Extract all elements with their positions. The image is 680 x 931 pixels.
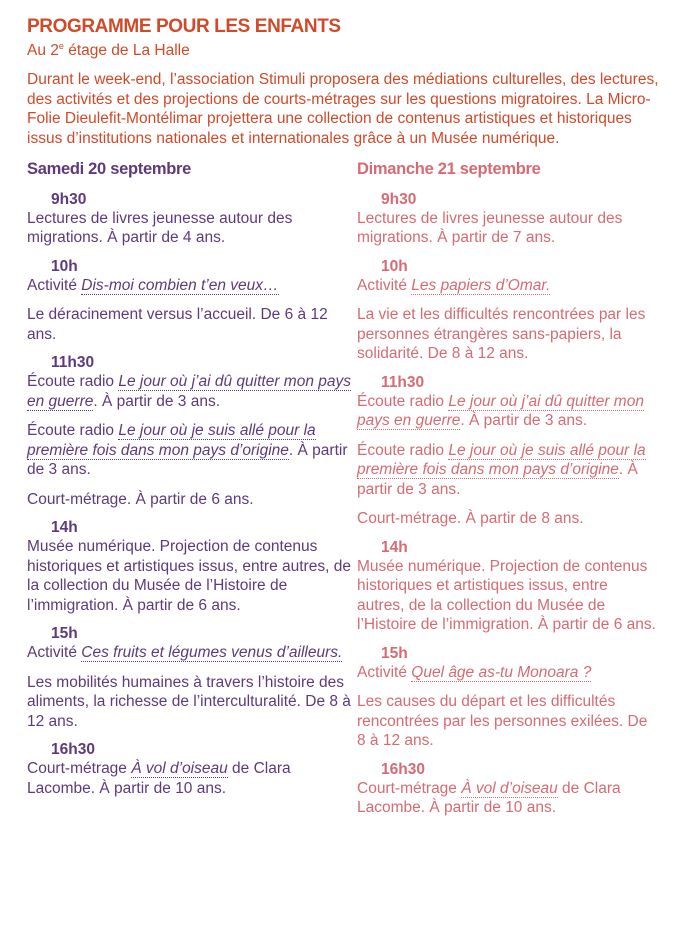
slot-time: 10h: [381, 257, 408, 275]
slot-time: 16h30: [51, 741, 95, 759]
entry-pre: Activité: [27, 276, 82, 294]
entry-title: Les papiers d’Omar.: [411, 276, 551, 294]
location-subtitle: [27, 37, 660, 60]
slot-time: 16h30: [381, 760, 425, 778]
schedule-columns: [27, 159, 660, 827]
entry-title: À vol d’oiseau: [461, 779, 558, 797]
subtitle-post: étage de La Halle: [63, 42, 190, 60]
page-title: PROGRAMME POUR LES ENFANTS: [27, 16, 341, 37]
entry-pre: Écoute radio: [357, 441, 449, 459]
entry-title: Le jour où je suis allé pour la première fois dans mon pays d’origine: [357, 441, 646, 479]
slot-entry: [357, 557, 657, 635]
slot-entry: [357, 663, 657, 683]
entry-pre: Les causes du départ et les difficultés rencontrées par les personnes exilées. De 8 à 12 ans.: [357, 693, 648, 750]
time-slot: [357, 644, 657, 751]
time-slot: [357, 760, 657, 818]
slot-entry: [27, 643, 357, 663]
slot-entry: [27, 372, 357, 411]
time-slot: [27, 740, 357, 798]
entry-pre: Musée numérique. Projection de contenus historiques et artistiques issus, entre autres, de la collection du Musée de l’Histoire de l’immigration. À partir de 6 ans.: [27, 538, 351, 614]
entry-pre: Court-métrage. À partir de 6 ans.: [27, 490, 254, 508]
entry-pre: La vie et les difficultés rencontrées par les personnes étrangères sans-papiers, la solidarité. De 8 à 12 ans.: [357, 306, 646, 363]
slot-time: 14h: [381, 538, 408, 556]
slot-time: 14h: [51, 519, 78, 537]
slot-time: 11h30: [51, 354, 95, 372]
entry-pre: Activité: [357, 663, 412, 681]
entry-title: Le jour où je suis allé pour la première fois dans mon pays d’origine: [27, 422, 316, 459]
entry-pre: Activité: [27, 644, 82, 662]
slot-entry: [27, 209, 357, 248]
entry-title: Le jour où j’ai dû quitter mon pays en guerre: [27, 373, 351, 410]
time-slot: [27, 624, 357, 731]
entry-pre: Les mobilités humaines à travers l’histoire des aliments, la richesse de l’interculturalité. De 8 à 12 ans.: [27, 673, 351, 730]
slot-entry: [357, 209, 657, 248]
time-slot: [357, 257, 657, 364]
time-slot: [27, 353, 357, 509]
intro-paragraph: Durant le week-end, l’association Stimuli proposera des médiations culturelles, des lectures, des activités et des projections de courts-métrages sur les questions migratoires. La Micro-Folie Dieulefit-Montélimar projettera une collection de contenus artistiques et historiques issus d’institutions nationales et internationales grâce à un Musée numérique.: [27, 71, 659, 147]
slot-entry: [357, 392, 657, 431]
day-heading: Samedi 20 septembre: [27, 159, 191, 178]
sunday-column: [357, 159, 657, 827]
slot-entry: [357, 305, 657, 364]
slot-time: 11h30: [381, 373, 425, 391]
entry-post: . À partir de 3 ans.: [93, 392, 221, 410]
time-slot: [27, 257, 357, 345]
entry-post: . À partir de 3 ans.: [460, 412, 588, 430]
slot-time: 15h: [51, 625, 78, 643]
slot-entry: [27, 276, 357, 296]
entry-pre: Écoute radio: [27, 422, 119, 440]
slot-entry: [357, 692, 657, 751]
entry-title: À vol d’oiseau: [131, 760, 228, 778]
time-slot: [357, 538, 657, 635]
entry-post: . À partir de 3 ans.: [27, 441, 348, 479]
slot-entry: [357, 509, 657, 529]
saturday-column: [27, 159, 357, 827]
entry-title: Quel âge as-tu Monoara ?: [411, 663, 592, 681]
time-slot: [27, 518, 357, 615]
slot-time: 10h: [51, 257, 78, 275]
slot-entry: [27, 537, 357, 615]
entry-pre: Musée numérique. Projection de contenus historiques et artistiques issus, entre autres, de la collection du Musée de l’Histoire de l’immigration. À partir de 6 ans.: [357, 557, 656, 634]
entry-pre: Activité: [357, 276, 412, 294]
entry-title: Dis-moi combien t’en veux…: [81, 276, 279, 294]
slot-time: 15h: [381, 644, 408, 662]
slot-entry: [27, 759, 357, 798]
entry-post: de Clara Lacombe. À partir de 10 ans.: [357, 779, 621, 817]
entry-pre: Écoute radio: [27, 373, 119, 391]
day-heading: Dimanche 21 septembre: [357, 159, 541, 178]
slot-entry: [27, 673, 357, 732]
time-slot: [357, 190, 657, 248]
slot-entry: [27, 421, 357, 480]
slot-entry: [27, 490, 357, 510]
time-slot: [27, 190, 357, 248]
entry-pre: Lectures de livres jeunesse autour des migrations. À partir de 7 ans.: [357, 209, 623, 247]
entry-title: Le jour où j’ai dû quitter mon pays en guerre: [357, 392, 644, 430]
entry-pre: Le déracinement versus l’accueil. De 6 à 12 ans.: [27, 306, 328, 343]
entry-post: . À partir de 3 ans.: [357, 461, 638, 498]
entry-pre: Lectures de livres jeunesse autour des migrations. À partir de 4 ans.: [27, 209, 293, 247]
entry-title: Ces fruits et légumes venus d’ailleurs.: [81, 644, 343, 662]
entry-post: de Clara Lacombe. À partir de 10 ans.: [27, 760, 291, 797]
slot-time: 9h30: [381, 190, 417, 208]
slot-entry: [357, 441, 657, 500]
slot-entry: [357, 779, 657, 818]
slot-entry: [27, 305, 357, 344]
time-slot: [357, 373, 657, 529]
entry-pre: Court-métrage: [27, 760, 132, 778]
entry-pre: Court-métrage. À partir de 8 ans.: [357, 510, 584, 528]
subtitle-sup: e: [58, 41, 64, 51]
entry-pre: Écoute radio: [357, 392, 449, 410]
entry-pre: Court-métrage: [357, 779, 462, 797]
subtitle-pre: Au 2: [27, 42, 59, 60]
slot-time: 9h30: [51, 190, 87, 208]
slot-entry: [357, 276, 657, 296]
